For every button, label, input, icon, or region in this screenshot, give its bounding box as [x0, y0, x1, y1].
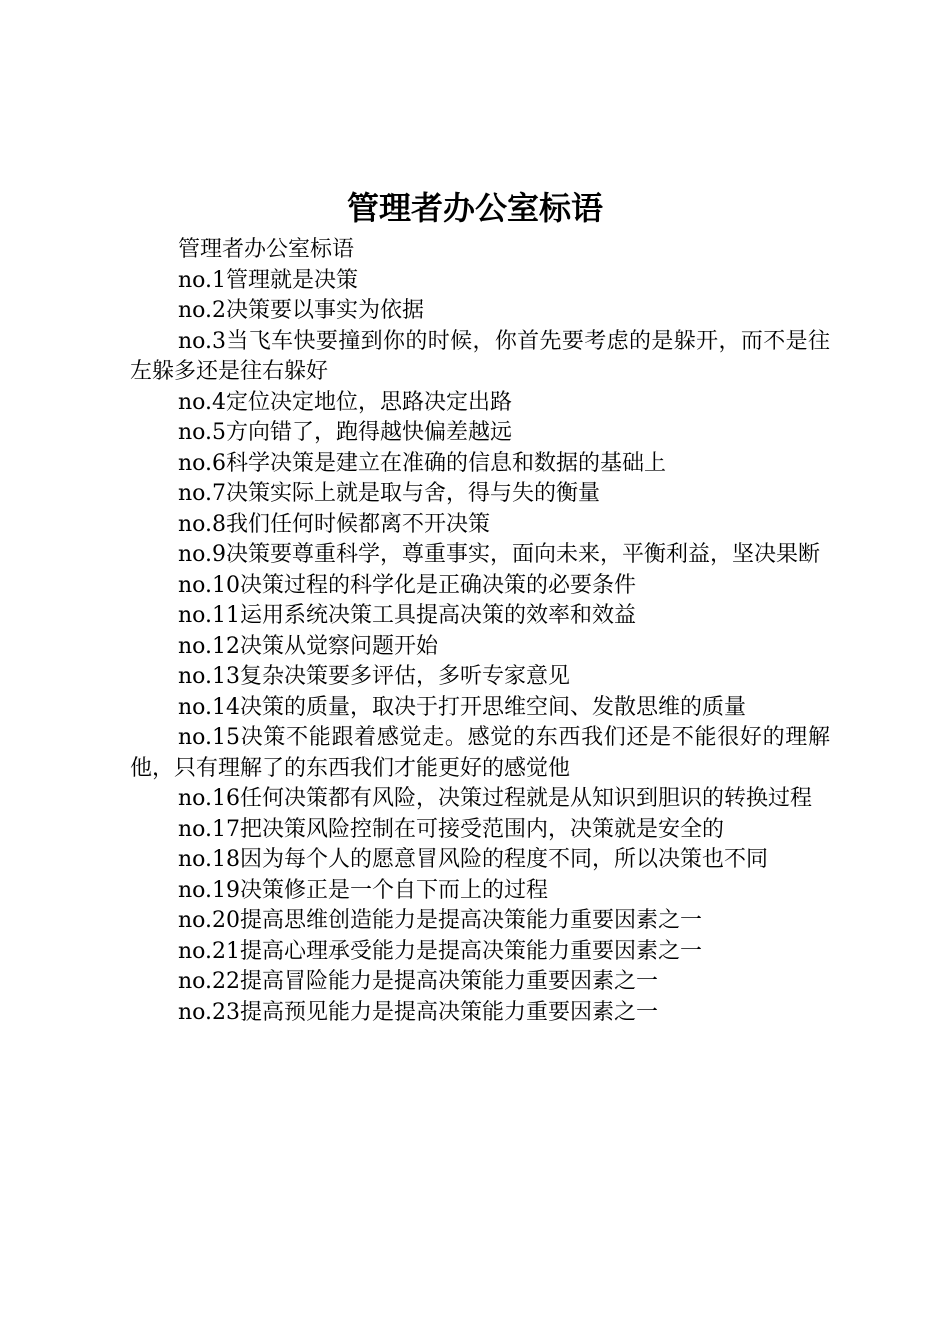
paragraph: no.18因为每个人的愿意冒风险的程度不同，所以决策也不同: [178, 847, 769, 872]
paragraph: no.6科学决策是建立在准确的信息和数据的基础上: [178, 450, 667, 476]
paragraph: no.23提高预见能力是提高决策能力重要因素之一: [178, 999, 659, 1025]
paragraph: no.7决策实际上就是取与舍，得与失的衡量: [178, 481, 601, 506]
paragraph: no.9决策要尊重科学，尊重事实，面向未来，平衡利益，坚决果断: [178, 542, 821, 567]
paragraph: no.14决策的质量，取决于打开思维空间、发散思维的质量: [178, 694, 747, 720]
paragraph: no.17把决策风险控制在可接受范围内，决策就是安全的: [178, 816, 725, 842]
paragraph: no.20提高思维创造能力是提高决策能力重要因素之一: [178, 908, 703, 933]
paragraph: no.13复杂决策要多评估，多听专家意见: [178, 664, 571, 689]
paragraph: no.4定位决定地位，思路决定出路: [178, 389, 513, 415]
paragraph: no.22提高冒险能力是提高决策能力重要因素之一: [178, 969, 659, 994]
paragraph: no.10决策过程的科学化是正确决策的必要条件: [178, 572, 637, 598]
paragraph: no.5方向错了，跑得越快偏差越远: [178, 420, 513, 445]
paragraph: no.3当飞车快要撞到你的时候，你首先要考虑的是躲开，而不是往左躲多还是往右躲好: [130, 328, 830, 384]
paragraph: no.16任何决策都有风险，决策过程就是从知识到胆识的转换过程: [178, 786, 813, 811]
paragraph: no.15决策不能跟着感觉走。感觉的东西我们还是不能很好的理解他，只有理解了的东西我们才能更好的感觉他: [130, 725, 830, 781]
paragraph: no.2决策要以事实为依据: [178, 298, 425, 323]
paragraph: no.1管理就是决策: [178, 267, 359, 293]
document-body: [130, 235, 830, 1028]
paragraph: 管理者办公室标语: [178, 237, 355, 262]
paragraph: no.21提高心理承受能力是提高决策能力重要因素之一: [178, 938, 703, 964]
paragraph: no.19决策修正是一个自下而上的过程: [178, 877, 549, 903]
document-title: 管理者办公室标语: [346, 189, 603, 227]
paragraph: no.8我们任何时候都离不开决策: [178, 511, 491, 537]
paragraph: no.12决策从觉察问题开始: [178, 633, 439, 659]
paragraph: no.11运用系统决策工具提高决策的效率和效益: [178, 603, 637, 628]
